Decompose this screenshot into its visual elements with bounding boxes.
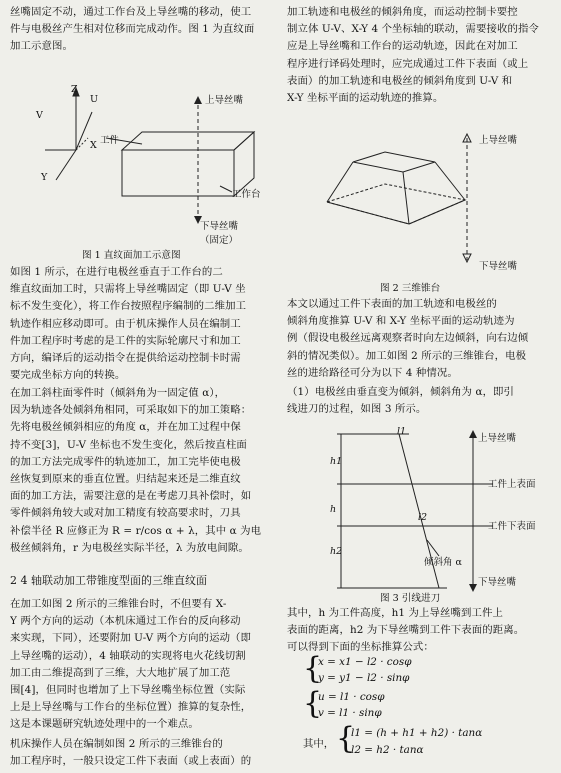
edge-front bbox=[403, 172, 409, 224]
text-line: 维直纹面加工时，只需将上导丝嘴固定（即 U-V 坐 bbox=[10, 283, 246, 296]
text-line: 本文以通过工件下表面的加工轨迹和电极丝的 bbox=[287, 298, 497, 310]
text-line: 丝恢复到原来的垂直位置。归结起来还是二维直纹 bbox=[10, 473, 241, 486]
text-line: 零件倾斜角较大或对加工精度有较高要求时，刀具 bbox=[10, 507, 241, 520]
axis-y-line bbox=[56, 150, 76, 180]
left-paragraph-2 bbox=[10, 385, 278, 557]
box-front bbox=[122, 150, 234, 196]
upper-guide-arrow bbox=[469, 430, 477, 438]
text-line: 在加工斜柱面零件时（倾斜角为一固定值 α）， bbox=[10, 387, 226, 399]
right-paragraph-1 bbox=[287, 4, 557, 107]
text-line: 如图 1 所示，在进行电极丝垂直于工作台的二 bbox=[10, 266, 223, 278]
text-line: 线进刀的过程，如图 3 所示。 bbox=[287, 403, 427, 416]
lower-guide-arrow bbox=[469, 584, 477, 592]
text-line: 来实现，下同），还要附加 U-V 两个方向的运动（即 bbox=[10, 632, 252, 645]
left-paragraph-4 bbox=[10, 736, 278, 770]
text-line: 例（假设电极丝远离观察者时向左边倾斜，向右边倾 bbox=[287, 332, 529, 345]
brace-1: { bbox=[303, 651, 323, 686]
upper-guide-arrow bbox=[194, 96, 202, 104]
text-line: 加工示意图。 bbox=[10, 40, 73, 53]
text-line: 面的加工方法，需要注意的是在考虑刀具补偿时，如 bbox=[10, 490, 252, 503]
left-paragraph-3 bbox=[10, 596, 278, 734]
text-line: 件加工程序时考虑的是工件的实际轮廓尺寸和加工 bbox=[10, 334, 241, 347]
text-line: 补偿半径 R 应修正为 R = r/cos α + λ，其中 α 为电 bbox=[10, 524, 262, 537]
text-line: 其中，h 为工件高度，h1 为上导丝嘴到工件上 bbox=[287, 607, 503, 619]
base-front-right bbox=[409, 200, 465, 224]
workpiece-label: 工件 bbox=[100, 135, 120, 146]
where-label: 其中， bbox=[303, 738, 335, 750]
text-line: 这是本课题研究轨迹处理中的一个难点。 bbox=[10, 718, 199, 731]
formula-y: y = y1 − l2 · sinφ bbox=[318, 672, 410, 684]
formula-l1: l1 = (h + h1 + h2) · tanα bbox=[351, 727, 483, 739]
text-line: 持不变[3]，U-V 坐标也不发生变化，然后按直柱面 bbox=[10, 438, 247, 451]
frustum-top bbox=[353, 152, 435, 172]
text-line: 应是上导丝嘴和工作台的运动轨迹，因此在对加工 bbox=[287, 40, 518, 53]
table-label: 工作台 bbox=[232, 189, 261, 200]
formula-v: v = l1 · sinφ bbox=[318, 707, 382, 719]
fig3-lower-guide-label: 下导丝嘴 bbox=[478, 577, 517, 588]
figure-2-caption: 图 2 三维锥台 bbox=[380, 283, 441, 294]
text-line: 制立体 U-V、X-Y 4 个坐标轴的联动，需要接收的指令 bbox=[287, 23, 539, 36]
text-line: 丝的进给路径可分为以下 4 种情况。 bbox=[287, 366, 458, 379]
text-line: 倾斜角度推算 U-V 和 X-Y 坐标平面的运动轨迹为 bbox=[287, 315, 515, 328]
text-line: 标不发生变化），将工作台按照程序编制的二维加工 bbox=[10, 300, 247, 313]
right-paragraph-4 bbox=[287, 605, 557, 639]
text-line: 加工轨迹和电极丝的倾斜角度，而运动控制卡要控 bbox=[287, 6, 518, 18]
left-paragraph-1 bbox=[10, 264, 278, 384]
brace-3: { bbox=[336, 721, 356, 756]
fig2-lower-guide-label: 下导丝嘴 bbox=[479, 261, 518, 272]
text-line: 程序进行译码处理时，应完成通过工件下表面（或上 bbox=[287, 57, 529, 70]
fig3-upper-guide-label: 上导丝嘴 bbox=[478, 433, 517, 444]
text-line: （1）电极丝由垂直变为倾斜，倾斜角为 α，即引 bbox=[287, 386, 515, 398]
text-line: 表面的距离，h2 为下导丝嘴到工件下表面的距离。 bbox=[287, 624, 525, 637]
axis-v-label: V bbox=[36, 110, 43, 121]
figure-3-caption: 图 3 引线进刀 bbox=[380, 593, 441, 604]
axis-u-label: U bbox=[90, 94, 99, 105]
text-line: 可以得到下面的坐标推算公式： bbox=[287, 641, 434, 653]
text-line: 件与电极丝产生相对位移而完成动作。图 1 为直纹面 bbox=[10, 23, 255, 36]
figure-3-diagram bbox=[287, 420, 557, 602]
text-line: 上导丝嘴的运动），4 轴联动的实现将电火花线切割 bbox=[10, 649, 246, 662]
axis-z-label: Z bbox=[71, 84, 78, 95]
base-front-left bbox=[327, 202, 409, 224]
text-line: Y 两个方向的运动（本机床通过工作台的反向移动 bbox=[10, 615, 241, 628]
upper-guide-label: 上导丝嘴 bbox=[205, 95, 244, 106]
lower-guide-label: 下导丝嘴 bbox=[200, 221, 239, 232]
text-line: 在加工如图 2 所示的三维锥台时，不但要有 X- bbox=[10, 598, 227, 610]
text-line: 的加工方法完成零件的轨迹加工，加工完毕使电极 bbox=[10, 455, 241, 468]
left-intro bbox=[10, 4, 278, 56]
text-line: 轨迹作相应移动即可。由于机床操作人员在编制工 bbox=[10, 317, 241, 330]
right-paragraph-3 bbox=[287, 384, 557, 418]
text-line: 斜的情况类似）。加工如图 2 所示的三维锥台，电极 bbox=[287, 349, 527, 362]
l1-label: l1 bbox=[397, 426, 407, 437]
text-line: 丝嘴固定不动，通过工作台及上导丝嘴的移动，使工 bbox=[10, 6, 252, 18]
axis-y-label: Y bbox=[41, 172, 48, 183]
text-line: 要完成坐标方向的转换。 bbox=[10, 369, 126, 382]
text-line: 加工程序时，一般只设定工件下表面（或上表面）的 bbox=[10, 755, 252, 768]
frustum-base-back bbox=[327, 184, 465, 224]
fixed-label: （固定） bbox=[200, 235, 239, 246]
text-line: 上是上导丝嘴与工作台的坐标位置）推算的复杂性， bbox=[10, 701, 252, 714]
fig2-upper-guide-label: 上导丝嘴 bbox=[479, 135, 518, 146]
text-line: 表面）的加工轨迹和电极丝的倾斜角度到 U-V 和 bbox=[287, 74, 513, 87]
text-line: 方向，编译后的运动指令在提供给运动控制卡时需 bbox=[10, 352, 241, 365]
text-line: 加工由二维提高到了三维，大大地扩展了加工范 bbox=[10, 666, 231, 679]
leader-table bbox=[220, 186, 232, 192]
text-line: 机床操作人员在编制如图 2 所示的三维锥台的 bbox=[10, 738, 223, 750]
box-top bbox=[122, 132, 254, 150]
text-line: 围[4]，但同时也增加了上下导丝嘴坐标位置（实际 bbox=[10, 684, 246, 697]
tilt-angle-label: 倾斜角 α bbox=[424, 557, 462, 568]
brace-2: { bbox=[303, 686, 323, 721]
formula-u: u = l1 · cosφ bbox=[318, 691, 385, 703]
text-line: 先将电极丝倾斜相应的角度 α，并在加工过程中保 bbox=[10, 421, 241, 434]
formula-x: x = x1 − l2 · cosφ bbox=[318, 656, 412, 668]
text-line: X-Y 坐标平面的运动轨迹的推算。 bbox=[287, 92, 444, 105]
h-label: h bbox=[330, 504, 337, 515]
edge-left bbox=[327, 162, 353, 202]
text-line: 极丝倾斜角，r 为电极丝实际半径，λ 为放电间隙。 bbox=[10, 541, 249, 554]
axis-x-line bbox=[76, 138, 88, 150]
text-line: 因为轨迹各处倾斜角相同，可采取如下的加工策略： bbox=[10, 404, 252, 417]
figure-1-caption: 图 1 直纹面加工示意图 bbox=[82, 250, 181, 261]
h2-label: h2 bbox=[330, 546, 343, 557]
h1-label: h1 bbox=[330, 456, 343, 467]
work-top-label: 工件上表面 bbox=[488, 479, 536, 490]
axis-x-label: X bbox=[90, 140, 97, 151]
edge-right bbox=[435, 162, 465, 200]
l2-label: l2 bbox=[418, 512, 428, 523]
right-paragraph-5 bbox=[287, 639, 557, 656]
formula-l2: l2 = h2 · tanα bbox=[351, 744, 424, 756]
right-paragraph-2 bbox=[287, 296, 557, 382]
work-bottom-label: 工件下表面 bbox=[488, 521, 536, 532]
section-heading: 2 4 轴联动加工带锥度型面的三维直纹面 bbox=[10, 574, 207, 587]
